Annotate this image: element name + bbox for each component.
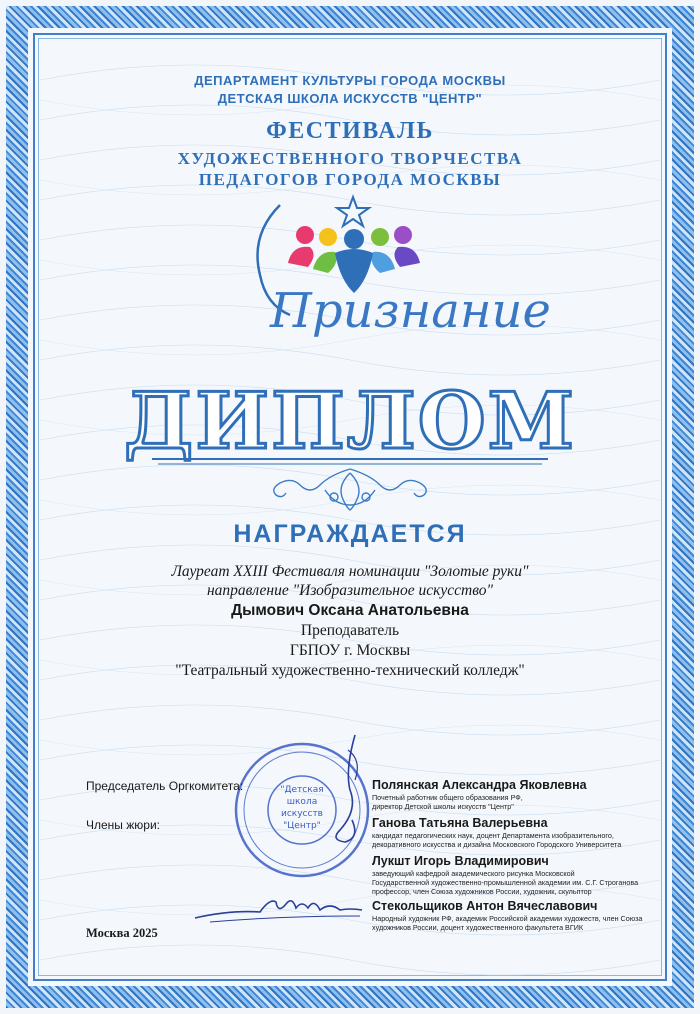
jury-member-1-desc-2: декоративного искусства и дизайна Московского Городского Университета xyxy=(372,840,622,849)
chair-signature-mark xyxy=(300,730,380,850)
jury-member-2-name: Лукшт Игорь Владимирович xyxy=(372,854,549,868)
stamp-line-4: "Центр" xyxy=(283,821,321,831)
festival-title: ФЕСТИВАЛЬ xyxy=(266,118,434,144)
svg-text:ДИПЛОМ: ДИПЛОМ xyxy=(124,376,576,467)
chair-role-label: Председатель Оргкомитета: xyxy=(86,779,244,793)
festival-line-3: ПЕДАГОГОВ ГОРОДА МОСКВЫ xyxy=(198,170,502,189)
chair-name: Полянская Александра Яковлевна xyxy=(372,778,587,792)
jury-member-1-name: Ганова Татьяна Валерьевна xyxy=(372,816,548,830)
jury-member-1-desc-1: кандидат педагогических наук, доцент Департамента изобразительного, xyxy=(372,831,614,840)
jury-member-3-desc-1: Народный художник РФ, академик Российской академии художеств, член Союза xyxy=(372,914,643,923)
award-line-1: Лауреат XXIII Фестиваля номинации "Золотые руки" xyxy=(171,563,529,580)
recipient-position: Преподаватель xyxy=(300,622,400,639)
stamp-line-3: искусств xyxy=(280,809,324,819)
chair-desc-1: Почетный работник общего образования РФ, xyxy=(372,793,523,802)
award-label: НАГРАЖДАЕТСЯ xyxy=(233,520,467,548)
header-line-1: ДЕПАРТАМЕНТ КУЛЬТУРЫ ГОРОДА МОСКВЫ xyxy=(194,73,506,88)
logo-script-text: Признание xyxy=(270,283,551,339)
city-year: Москва 2025 xyxy=(86,926,158,940)
diploma-title xyxy=(124,370,576,467)
header-line-2: ДЕТСКАЯ ШКОЛА ИСКУССТВ "ЦЕНТР" xyxy=(217,91,483,106)
recipient-org-2: "Театральный художественно-технический колледж" xyxy=(175,662,525,679)
jury-role-label: Члены жюри: xyxy=(86,818,160,832)
chair-desc-2: директор Детской школы искусств "Центр" xyxy=(372,802,514,811)
ornament-divider xyxy=(150,455,550,520)
jury-member-3-desc-2: художников России, доцент художественного факультета ВГИК xyxy=(372,923,584,932)
recipient-name: Дымович Оксана Анатольевна xyxy=(231,602,469,619)
festival-line-2: ХУДОЖЕСТВЕННОГО ТВОРЧЕСТВА xyxy=(177,149,523,168)
jury-member-3-name: Стекольщиков Антон Вячеславович xyxy=(372,899,598,913)
jury-signature-mark xyxy=(190,880,370,930)
stamp-line-1: "Детская xyxy=(280,785,324,795)
stamp-line-2: школа xyxy=(286,797,318,807)
jury-member-2-desc-2: Государственной художественно-промышленной академии им. С.Г. Строганова xyxy=(372,878,639,887)
recipient-org-1: ГБПОУ г. Москвы xyxy=(289,642,411,659)
people-star-logo-icon xyxy=(240,195,551,340)
jury-member-2-desc-3: профессор, член Союза художников России, художник, скульптор xyxy=(372,887,592,896)
award-line-2: направление "Изобразительное искусство" xyxy=(206,582,493,599)
jury-member-2-desc-1: заведующий кафедрой академического рисунка Московской xyxy=(372,869,575,878)
